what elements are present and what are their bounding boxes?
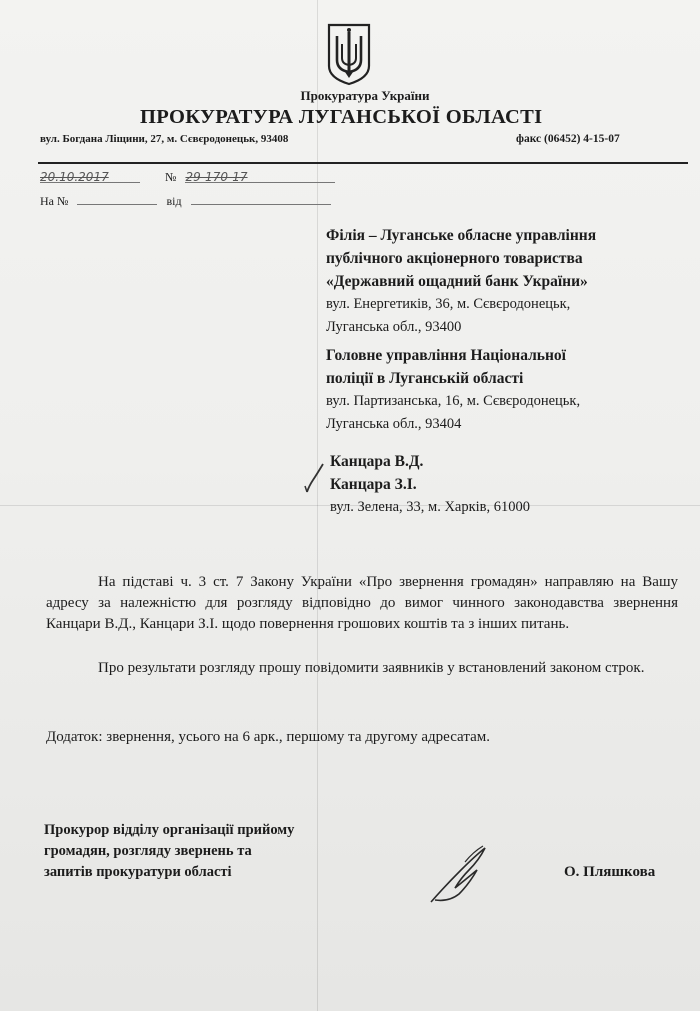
agency-fax: факс (06452) 4-15-07 [516,133,620,145]
recipient-address-line: вул. Зелена, 33, м. Харків, 61000 [330,499,531,515]
handwritten-check-mark [303,462,327,494]
recipient-block-persons [330,450,530,519]
agency-address: вул. Богдана Ліщини, 27, м. Сєвєродонецьк, 93408 [40,133,289,145]
recipient-name-line: Канцара В.Д. [330,453,424,470]
recipient-address-line: Луганська обл., 93404 [326,416,462,432]
recipient-name-line: публічного акціонерного товариства [326,250,583,267]
recipient-block-police [326,344,580,436]
agency-subtitle: Прокуратура України [300,88,430,103]
recipient-address-line: вул. Енергетиків, 36, м. Сєвєродонецьк, [326,296,571,312]
signer-title-line: запитів прокуратури області [44,864,232,880]
body-paragraph-1: На підставі ч. 3 ст. 7 Закону України «Про звернення громадян» направляю на Вашу адресу за належністю для розгляду відповідно до вимог чинного законодавства звернення Канцари В.Д., Канцари З.І. щодо повернення грошових коштів та з інших питань. [46,574,678,632]
recipient-name-line: Філія – Луганське обласне управління [326,227,597,244]
signer-title-line: громадян, розгляду звернень та [44,843,252,859]
attachment-note: Додаток: звернення, усього на 6 арк., першому та другому адресатам. [46,729,490,745]
registration-row [40,170,335,185]
registration-number-label: № [165,170,177,184]
handwritten-signature [425,840,497,908]
signer-title-line: Прокурор відділу організації прийому [44,822,295,838]
recipient-address-line: Луганська обл., 93400 [326,319,462,335]
registration-number: 29-170-17 [185,170,248,184]
agency-title: ПРОКУРАТУРА ЛУГАНСЬКОЇ ОБЛАСТІ [140,106,543,128]
signer-title [44,820,294,883]
recipient-address-line: вул. Партизанська, 16, м. Сєвєродонецьк, [326,393,581,409]
body-paragraph-2: Про результати розгляду прошу повідомити заявників у встановлений законом строк. [98,660,645,676]
reference-label: На № [40,194,69,208]
recipient-name-line: поліції в Луганській області [326,370,524,387]
registration-date: 20.10.2017 [40,170,109,184]
reference-row [40,192,331,209]
signer-name: О. Пляшкова [564,864,656,880]
recipient-name-line: Головне управління Національної [326,347,566,364]
recipient-name-line: «Державний ощадний банк України» [326,273,588,290]
coat-of-arms-emblem [326,22,372,86]
reference-from-label: від [166,194,182,208]
recipient-block-bank [326,224,596,339]
recipient-name-line: Канцара З.І. [330,476,417,493]
header-divider [38,162,688,164]
